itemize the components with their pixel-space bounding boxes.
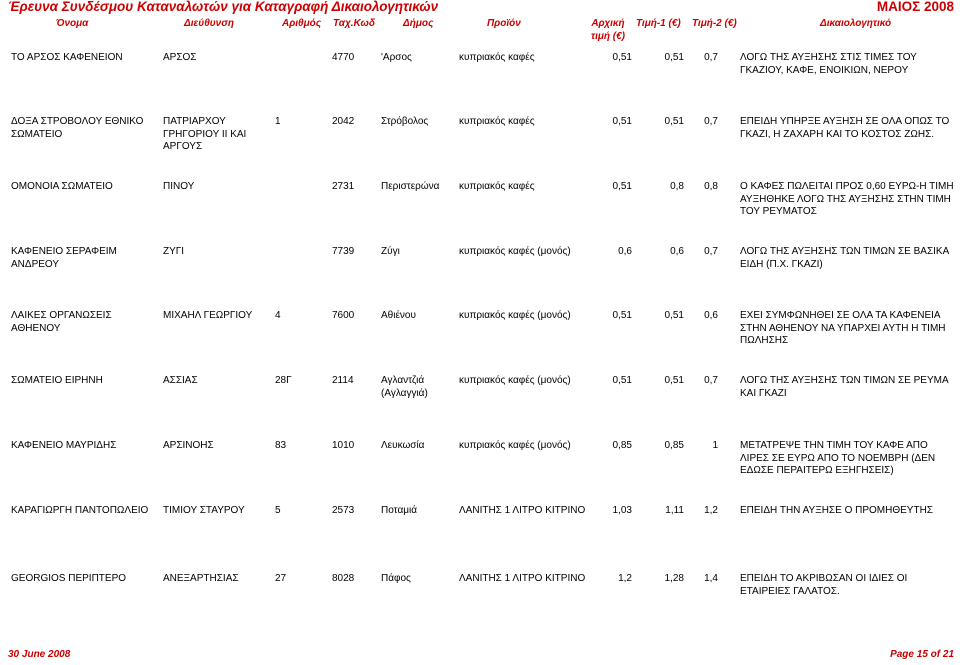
cell-name: ΚΑΦΕΝΕΙΟ ΣΕΡΑΦΕΙΜ ΑΝΔΡΕΟΥ <box>11 246 117 270</box>
cell-price1: 0,51 <box>664 52 684 63</box>
cell-municipality: Ποταμιά <box>381 505 417 516</box>
footer-page-number: Page 15 of 21 <box>890 649 954 660</box>
cell-initial-price: 0,51 <box>612 116 632 127</box>
cell-municipality: Ζύγι <box>381 246 400 257</box>
cell-price1: 1,11 <box>665 505 684 516</box>
cell-initial-price: 0,51 <box>612 181 632 192</box>
cell-product: κυπριακός καφές <box>459 116 535 127</box>
cell-product: ΛΑΝΙΤΗΣ 1 ΛΙΤΡΟ ΚΙΤΡΙΝΟ <box>459 505 586 516</box>
cell-number: 83 <box>275 440 287 451</box>
cell-number: 27 <box>275 573 287 584</box>
cell-price2: 1,4 <box>704 573 718 584</box>
cell-zip: 7600 <box>332 310 355 321</box>
cell-zip: 1010 <box>332 440 355 451</box>
cell-price2: 0,6 <box>704 310 718 321</box>
cell-zip: 2573 <box>332 505 355 516</box>
cell-municipality: Περιστερώνα <box>381 181 440 192</box>
cell-justification: ΛΟΓΩ ΤΗΣ ΑΥΞΗΣΗΣ ΤΩΝ ΤΙΜΩΝ ΣΕ ΡΕΥΜΑ ΚΑΙ ΓΚΑΖΙ <box>740 375 949 399</box>
column-header-address: Διεύθυνση <box>184 18 234 29</box>
cell-price2: 0,7 <box>704 52 718 63</box>
page-header <box>0 0 960 42</box>
column-header-price2: Τιμή-2 (€) <box>692 18 737 29</box>
cell-initial-price: 0,51 <box>612 375 632 386</box>
cell-address: ΠΙΝΟΥ <box>163 181 195 192</box>
cell-product: κυπριακός καφές (μονός) <box>459 375 571 386</box>
cell-name: GEORGIOS ΠΕΡΙΠΤΕΡΟ <box>11 573 127 584</box>
cell-name: ΤΟ ΑΡΣΟΣ ΚΑΦΕΝΕΙΟΝ <box>11 52 123 63</box>
column-header-justification: Δικαιολογητικό <box>820 18 892 29</box>
cell-justification: ΕΧΕΙ ΣΥΜΦΩΝΗΘΕΙ ΣΕ ΟΛΑ ΤΑ ΚΑΦΕΝΕΙΑ ΣΤΗΝ ΑΘΗΕΝΟΥ ΝΑ ΥΠΑΡΧΕΙ ΑΥΤΗ Η ΤΙΜΗ ΠΩΛΗΣΗΣ <box>740 310 946 346</box>
cell-product: κυπριακός καφές (μονός) <box>459 440 571 451</box>
cell-product: ΛΑΝΙΤΗΣ 1 ΛΙΤΡΟ ΚΙΤΡΙΝΟ <box>459 573 586 584</box>
cell-initial-price: 0,6 <box>618 246 632 257</box>
cell-initial-price: 0,85 <box>612 440 632 451</box>
cell-address: ΑΣΣΙΑΣ <box>163 375 198 386</box>
column-header-number: Αριθμός <box>282 18 322 29</box>
cell-zip: 2042 <box>332 116 355 127</box>
column-header-name: Όνομα <box>56 18 89 29</box>
cell-initial-price: 0,51 <box>612 310 632 321</box>
cell-zip: 8028 <box>332 573 355 584</box>
cell-price2: 0,7 <box>704 246 718 257</box>
cell-zip: 2731 <box>332 181 355 192</box>
report-month: ΜΑΙΟΣ 2008 <box>876 0 954 14</box>
cell-zip: 7739 <box>332 246 355 257</box>
cell-name: ΚΑΡΑΓΙΩΡΓΗ ΠΑΝΤΟΠΩΛΕΙΟ <box>11 505 149 516</box>
cell-justification: ΕΠΕΙΔΗ ΤΗΝ ΑΥΞΗΣΕ Ο ΠΡΟΜΗΘΕΥΤΗΣ <box>740 505 933 516</box>
cell-address: ΑΡΣΟΣ <box>163 52 197 63</box>
cell-municipality: 'Αρσος <box>381 52 412 63</box>
cell-zip: 2114 <box>332 375 354 386</box>
cell-initial-price: 1,03 <box>612 505 632 516</box>
cell-price2: 1,2 <box>704 505 718 516</box>
cell-price1: 0,51 <box>664 375 684 386</box>
cell-municipality: Λευκωσία <box>381 440 425 451</box>
cell-number: 5 <box>275 505 281 516</box>
cell-price2: 0,8 <box>704 181 718 192</box>
cell-address: ΜΙΧΑΗΛ ΓΕΩΡΓΙΟΥ <box>163 310 253 321</box>
cell-name: ΣΩΜΑΤΕΙΟ ΕΙΡΗΝΗ <box>11 375 103 386</box>
cell-name: ΔΟΞΑ ΣΤΡΟΒΟΛΟΥ ΕΘΝΙΚΟ ΣΩΜΑΤΕΙΟ <box>11 116 144 140</box>
cell-product: κυπριακός καφές <box>459 181 535 192</box>
cell-number: 1 <box>275 116 281 127</box>
column-header-zip: Ταχ.Κωδ <box>333 18 375 29</box>
cell-address: ΑΝΕΞΑΡΤΗΣΙΑΣ <box>163 573 239 584</box>
cell-address: ΖΥΓΙ <box>163 246 185 257</box>
cell-price2: 0,7 <box>704 375 718 386</box>
cell-number: 28Γ <box>275 375 292 386</box>
cell-price1: 0,85 <box>664 440 684 451</box>
cell-municipality: Αθιένου <box>381 310 416 321</box>
cell-justification: ΜΕΤΑΤΡΕΨΕ ΤΗΝ ΤΙΜΗ ΤΟΥ ΚΑΦΕ ΑΠΟ ΛΙΡΕΣ ΣΕ ΕΥΡΩ ΑΠΟ ΤΟ ΝΟΕΜΒΡΗ (ΔΕΝ ΕΔΩΣΕ ΠΕΡΑΙΤΕΡΩ ΕΞΗΓΗΣΕΙΣ) <box>740 440 936 476</box>
cell-product: κυπριακός καφές (μονός) <box>459 310 571 321</box>
cell-justification: ΕΠΕΙΔΗ ΤΟ ΑΚΡΙΒΩΣΑΝ ΟΙ ΙΔΙΕΣ ΟΙ ΕΤΑΙΡΕΙΕΣ ΓΑΛΑΤΟΣ. <box>740 573 908 597</box>
cell-price1: 0,6 <box>670 246 684 257</box>
cell-address: ΠΑΤΡΙΑΡΧΟΥ ΓΡΗΓΟΡΙΟΥ ΙΙ ΚΑΙ ΑΡΓΟΥΣ <box>163 116 247 152</box>
cell-product: κυπριακός καφές (μονός) <box>459 246 571 257</box>
column-header-product: Προϊόν <box>487 18 521 29</box>
cell-initial-price: 1,2 <box>618 573 632 584</box>
cell-justification: Ο ΚΑΦΕΣ ΠΩΛΕΙΤΑΙ ΠΡΟΣ 0,60 ΕΥΡΩ-Η ΤΙΜΗ ΑΥΞΗΘΗΚΕ ΛΟΓΩ ΤΗΣ ΑΥΞΗΣΗΣ ΣΤΗΝ ΤΙΜΗ ΤΟΥ ΡΕΥΜΑΤΟΣ <box>740 181 954 217</box>
cell-municipality: Πάφος <box>381 573 411 584</box>
cell-price1: 0,51 <box>664 116 684 127</box>
cell-price1: 0,51 <box>664 310 684 321</box>
cell-name: ΟΜΟΝΟΙΑ ΣΩΜΑΤΕΙΟ <box>11 181 113 192</box>
footer-date: 30 June 2008 <box>8 649 71 660</box>
cell-municipality: Στρόβολος <box>381 116 429 127</box>
cell-number: 4 <box>275 310 281 321</box>
cell-price1: 0,8 <box>670 181 684 192</box>
cell-municipality: Αγλαντζιά (Αγλαγγιά) <box>381 375 428 399</box>
column-header-municipality: Δήμος <box>403 18 434 29</box>
column-header-price1: Τιμή-1 (€) <box>636 18 681 29</box>
cell-justification: ΕΠΕΙΔΗ ΥΠΗΡΞΕ ΑΥΞΗΣΗ ΣΕ ΟΛΑ ΟΠΩΣ ΤΟ ΓΚΑΖΙ, Η ΖΑΧΑΡΗ ΚΑΙ ΤΟ ΚΟΣΤΟΣ ΖΩΗΣ. <box>740 116 950 140</box>
cell-justification: ΛΟΓΩ ΤΗΣ ΑΥΞΗΣΗΣ ΣΤΙΣ ΤΙΜΕΣ ΤΟΥ ΓΚΑΖΙΟΥ, ΚΑΦΕ, ΕΝΟΙΚΙΩΝ, ΝΕΡΟΥ <box>740 52 917 76</box>
cell-name: ΛΑΙΚΕΣ ΟΡΓΑΝΩΣΕΙΣ ΑΘΗΕΝΟΥ <box>11 310 112 334</box>
cell-price2: 1 <box>712 440 718 451</box>
cell-product: κυπριακός καφές <box>459 52 535 63</box>
cell-address: ΤΙΜΙΟΥ ΣΤΑΥΡΟΥ <box>163 505 245 516</box>
column-header-initial-price: Αρχική τιμή (€) <box>590 18 625 42</box>
cell-justification: ΛΟΓΩ ΤΗΣ ΑΥΞΗΣΗΣ ΤΩΝ ΤΙΜΩΝ ΣΕ ΒΑΣΙΚΑ ΕΙΔΗ (Π.Χ. ΓΚΑΖΙ) <box>740 246 949 270</box>
report-title: Έρευνα Συνδέσμου Καταναλωτών για Καταγραφή Δικαιολογητικών <box>8 0 439 14</box>
cell-zip: 4770 <box>332 52 355 63</box>
cell-price2: 0,7 <box>704 116 718 127</box>
cell-price1: 1,28 <box>664 573 684 584</box>
cell-address: ΑΡΣΙΝΟΗΣ <box>163 440 214 451</box>
cell-initial-price: 0,51 <box>612 52 632 63</box>
cell-name: ΚΑΦΕΝΕΙΟ ΜΑΥΡΙΔΗΣ <box>11 440 117 451</box>
